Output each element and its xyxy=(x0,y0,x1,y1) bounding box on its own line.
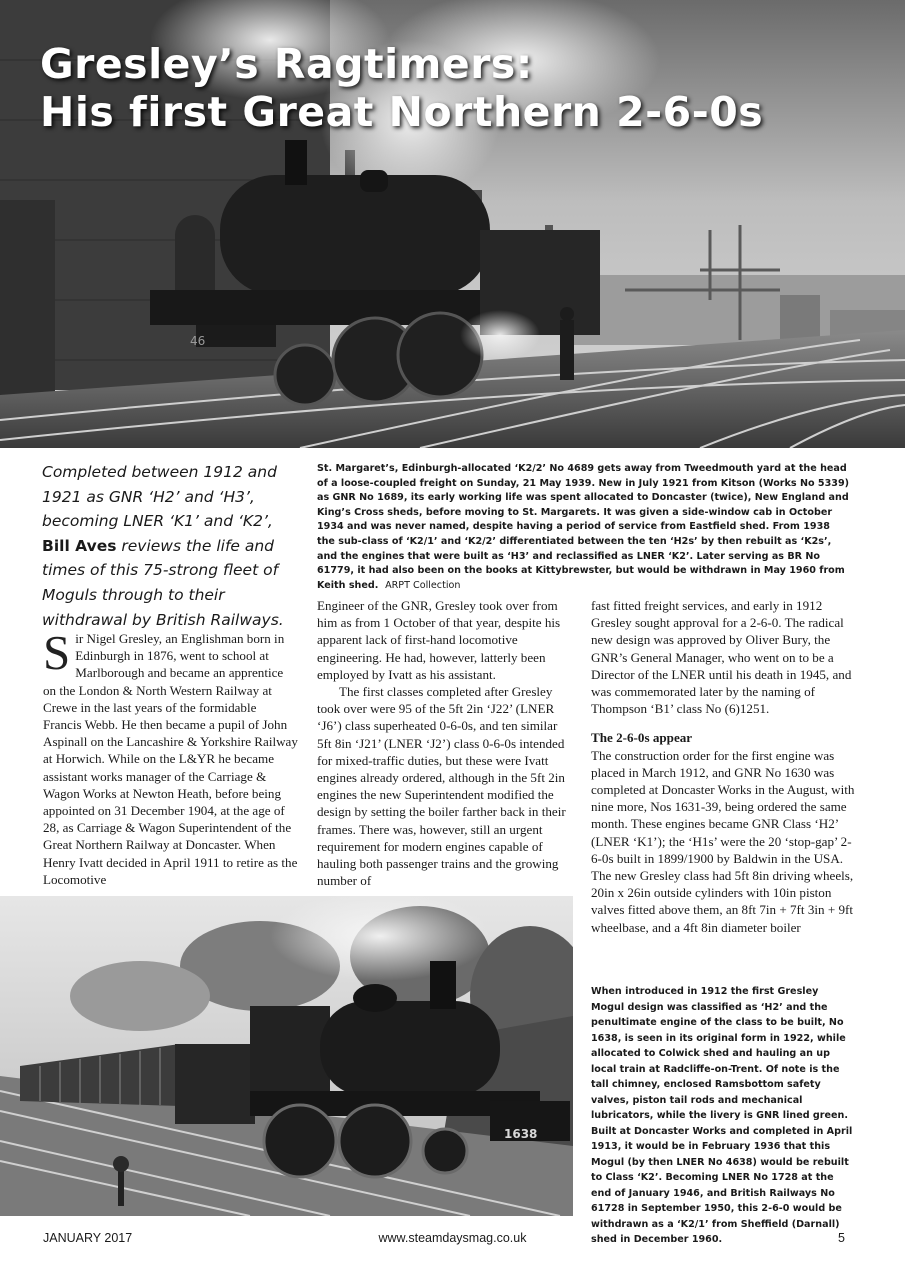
body-paragraph-2: The first classes completed after Gresley took over were 95 of the 5ft 2in ‘J22’ (LNER ‘J6’) class superheated 0-6-0s, and ten similar 5ft 8in ‘J21’ (LNER ‘J2’) class 0-6-0s intended for mixed-traffic duties, but these were Ivatt engines already ordered, although in the 5ft 2in engines the new Superintendent modified the design by setting the boiler farther back in their frames. There was, however, still an urgent requirement for modern engines capable of hauling both passenger trains and the growing number of xyxy=(317,684,566,889)
author-name: Bill Aves xyxy=(42,536,117,555)
photo-credit: ARPT Collection xyxy=(385,579,461,591)
body-column-3 xyxy=(591,597,856,936)
page-footer xyxy=(0,1228,905,1248)
body-paragraph-1-continued: Engineer of the GNR, Gresley took over from him as from 1 October of that year, despite his apparent lack of first-hand locomotive engineering. He had, however, latterly been employed by Ivatt as his assistant. xyxy=(317,598,561,682)
body-paragraph-3: The construction order for the first engine was placed in March 1912, and GNR No 1630 was completed at Doncaster Works in the August, with nine more, Nos 1631-39, being ordered the same month. These engines became GNR Class ‘H2’ (LNER ‘K1’); the ‘H1s’ were the 20 ‘stop-gap’ 2-6-0s built in 1899/1900 by Baldwin in the USA. The new Gresley class had 5ft 8in driving wheels, 20in x 26in outside cylinders with 10in piston valves fitted above them, an 8ft 7in + 7ft 3in + 9ft wheelbase, and a 4ft 8in diameter boiler xyxy=(591,747,855,935)
body-paragraph-2-continued: fast fitted freight services, and early in 1912 Gresley sought approval for a 2-6-0. The radical new design was approved by Oliver Bury, the GNR’s General Manager, who went on to be a Director of the LNER until his death in 1945, and was commemorated later by the naming of Thompson ‘B1’ class No (6)1251. xyxy=(591,598,852,717)
body-column-1 xyxy=(43,625,298,888)
page-number: 5 xyxy=(838,1231,845,1245)
body-paragraph-1-text: ir Nigel Gresley, an Englishman born in Edinburgh in 1876, went to school at Marlborough and became an apprentice on the London & North Western Railway at Crewe in the last years of the formidable Francis Webb. He then became a pupil of John Aspinall on the Lancashire & Yorkshire Railway at Horwich. While on the L&YR he became assistant works manager of the Carriage & Wagon Works at Newton Heath, before being appointed on 31 December 1904, at the age of 28, as Carriage & Wagon Superintendent of the Great Northern Railway at Doncaster. When Henry Ivatt decided in April 1911 to retire as the Locomotive xyxy=(43,631,298,887)
standfirst-intro: Completed between 1912 and 1921 as GNR ‘H2’ and ‘H3’, becoming LNER ‘K1’ and ‘K2’, xyxy=(42,463,277,531)
standfirst-outro: reviews the life and times of this 75-strong fleet of Moguls through to their withdrawal by British Railways. xyxy=(42,536,284,629)
section-subhead: The 2-6-0s appear xyxy=(591,730,693,746)
body-column-2 xyxy=(317,597,574,889)
drop-cap: S xyxy=(43,625,71,680)
article-standfirst xyxy=(42,460,304,632)
top-caption-text: St. Margaret’s, Edinburgh-allocated ‘K2/2’ No 4689 gets away from Tweedmouth yard at the head of a loose-coupled freight on Sunday, 21 May 1939. New in July 1921 from Kitson (Works No 5339) as GNR No 1689, its early working life was spent allocated to Doncaster (twice), New England and King’s Cross sheds, before moving to St. Margarets. It was given a side-window cab in October 1934 and was never named, despite having a period of service from Eastfield shed. From 1938 the sub-class of ‘K2/1’ and ‘K2/2’ differentiated between the ten ‘H2s’ by then rebuilt as ‘K2s’, and the engines that were built as ‘H3’ and reclassified as LNER ‘K2’. Later serving as BR No 61779, it had also been on the books at Kittybrewster, but would be withdrawn in May 1960 from Keith shed. xyxy=(317,463,850,591)
issue-date: JANUARY 2017 xyxy=(43,1231,133,1245)
website-url: www.steamdaysmag.co.uk xyxy=(378,1231,527,1245)
bottom-photo-caption: When introduced in 1912 the first Gresley Mogul design was classified as ‘H2’ and the penultimate engine of the class to be built, No 1638, is seen in its original form in 1922, while allocated to Colwick shed and hauling an up local train at Radcliffe-on-Trent. Of note is the tall chimney, enclosed Ramsbottom safety valves, piston tail rods and mechanical lubricators, while the livery is GNR lined green. Built at Doncaster Works and completed in April 1913, it would be in February 1936 that this Mogul (by then LNER No 4638) would be rebuilt to Class ‘K2’. Becoming LNER No 1728 at the end of January 1946, and British Railways No 61728 in September 1950, this 2-6-0 would be withdrawn as a ‘K2/1’ from Sheffield (Darnall) shed in December 1960. xyxy=(591,986,853,1245)
hero-smokebox-number: 46 xyxy=(190,334,206,348)
headline-line-2: His first Great Northern 2-6-0s xyxy=(40,88,764,136)
top-photo-caption xyxy=(317,462,849,593)
headline-line-1: Gresley’s Ragtimers: xyxy=(40,40,533,88)
bottom-photo xyxy=(0,896,573,1216)
bottom-buffer-beam-number: 1638 xyxy=(504,1127,538,1141)
article-headline xyxy=(40,40,763,136)
body-paragraph-1 xyxy=(43,625,298,888)
bottom-photo-illustration xyxy=(0,896,573,1216)
